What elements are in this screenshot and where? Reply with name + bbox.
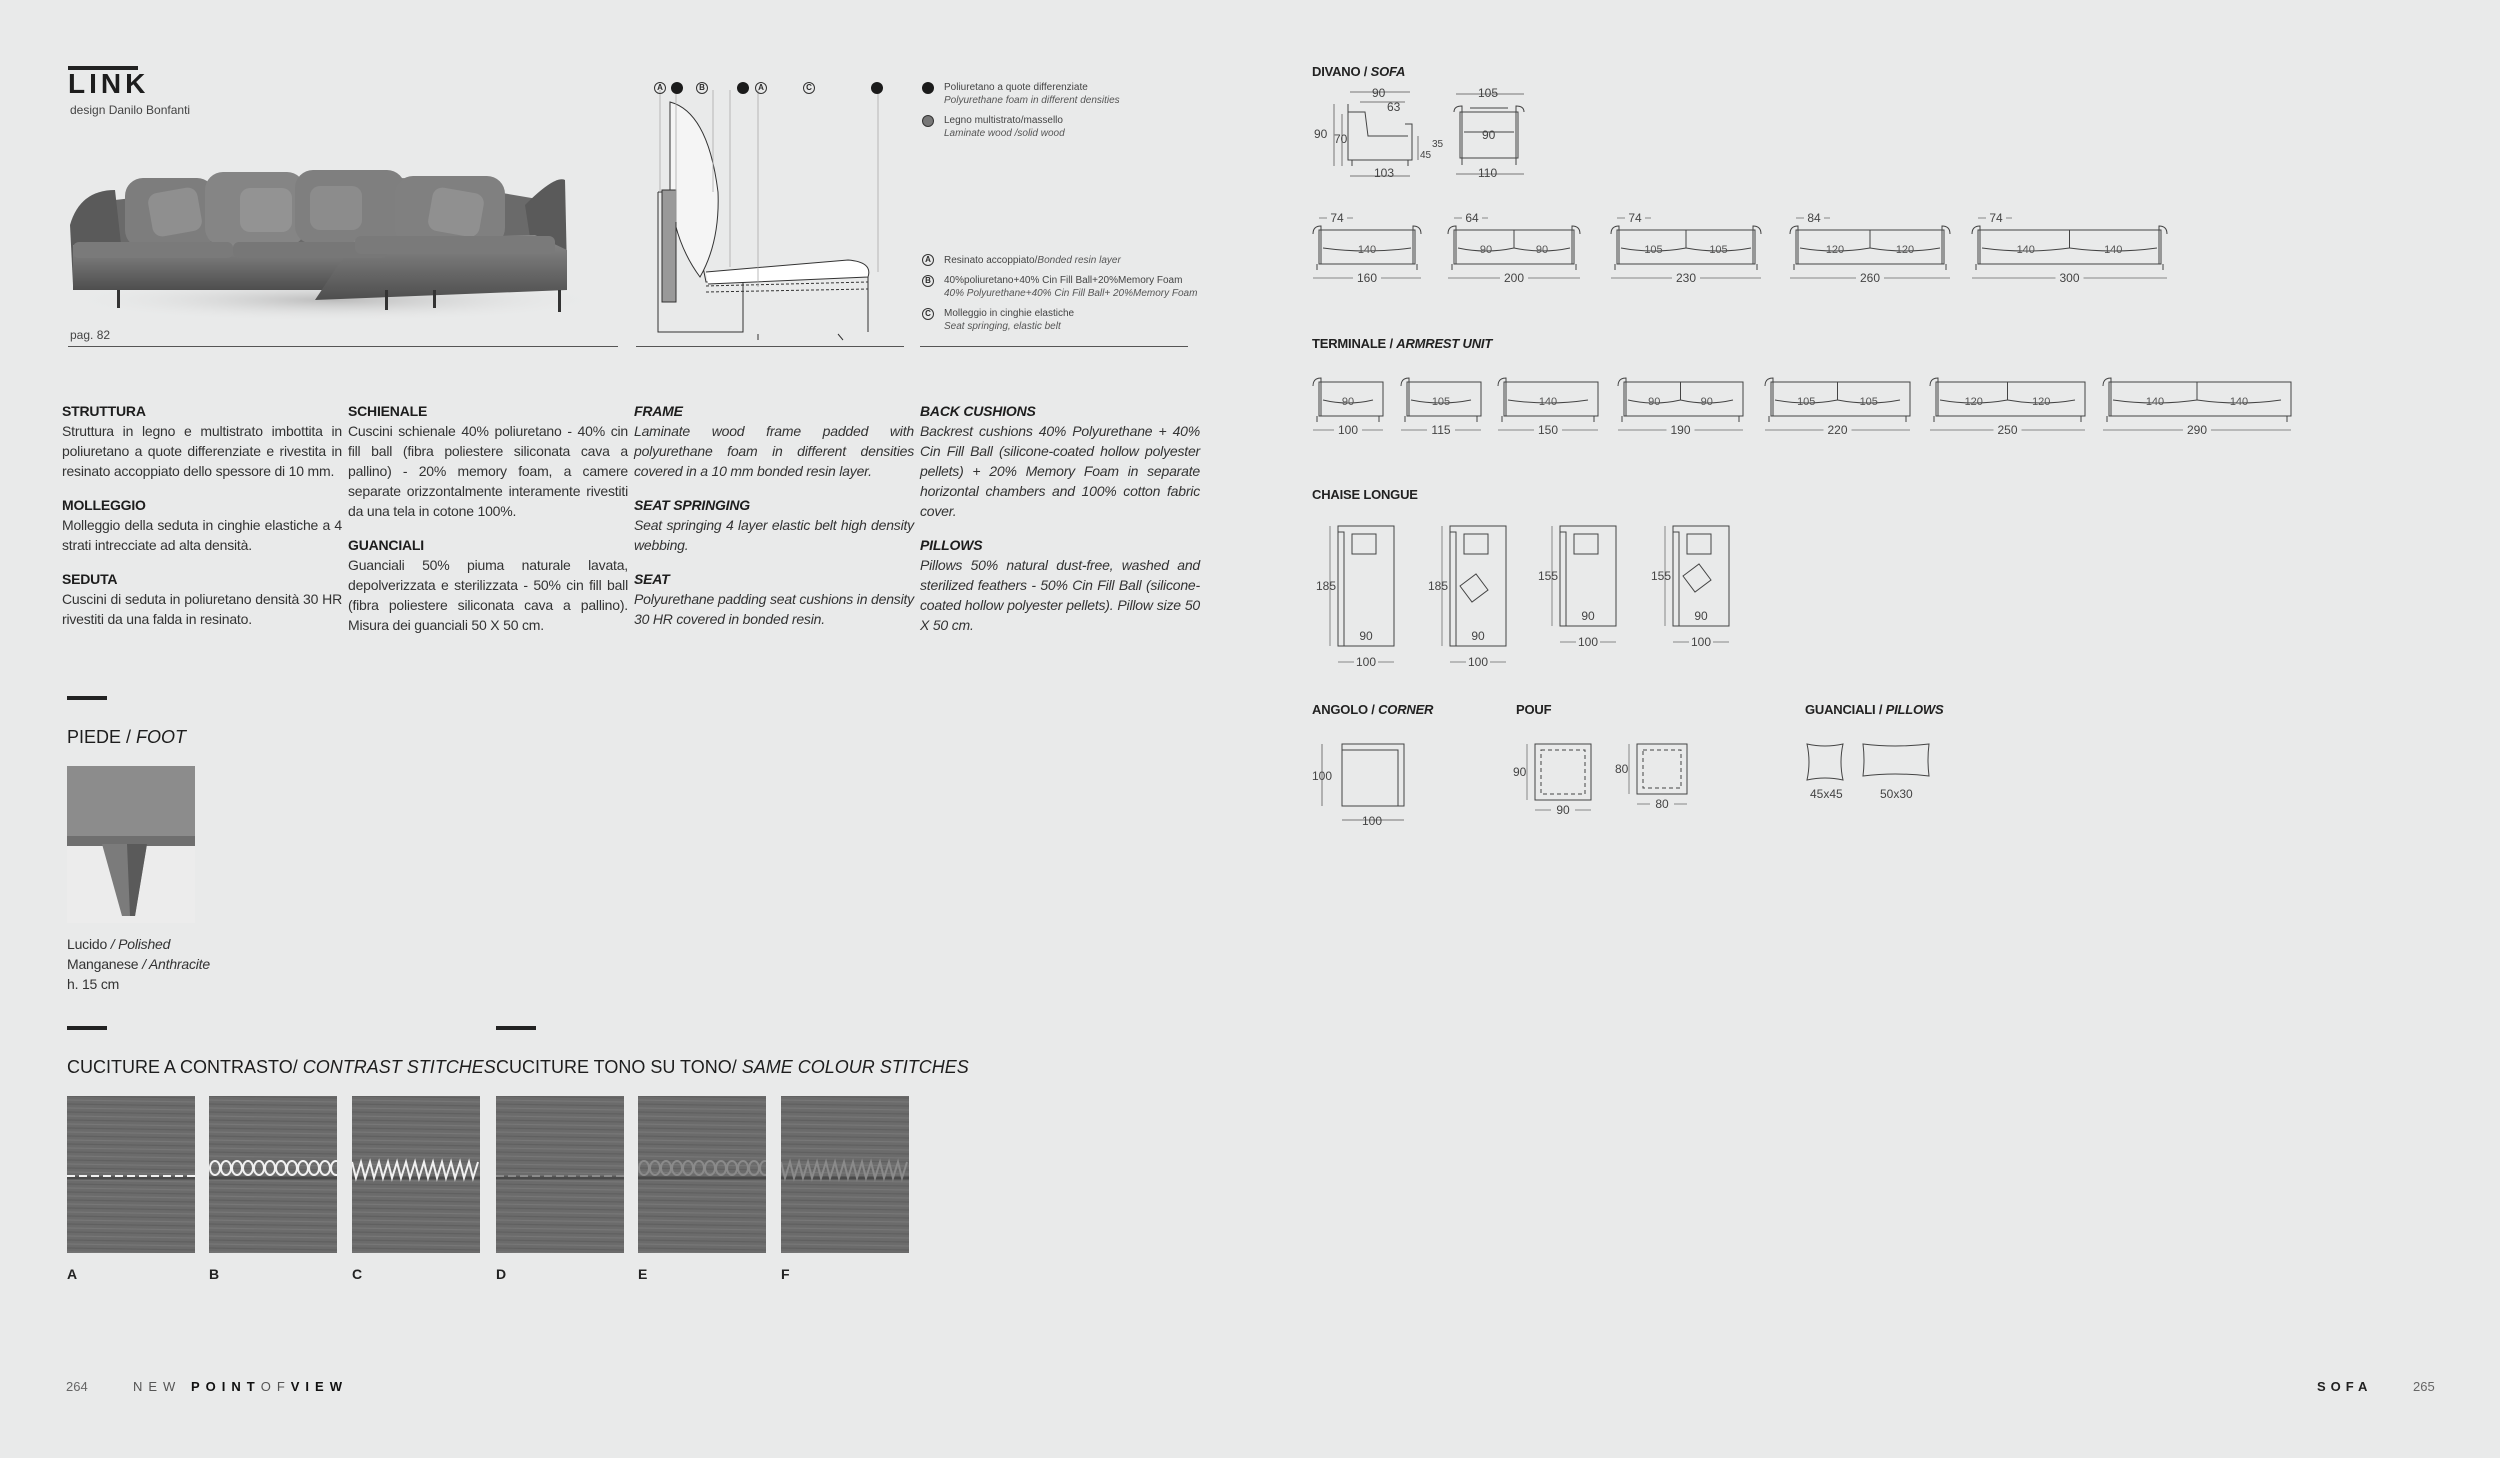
seat-width-label: 140 <box>2145 396 2165 408</box>
overall-width-label: 100 <box>1337 423 1359 437</box>
seat-width-label: 140 <box>1357 244 1377 256</box>
seat-width-label: 90 <box>1479 244 1493 256</box>
terminal-heading <box>1312 336 1492 351</box>
marker-a: A <box>654 82 666 94</box>
chaise-width-label: 100 <box>1690 635 1712 649</box>
chaise-unit <box>1308 520 1418 690</box>
foot-title-en: FOOT <box>136 727 187 747</box>
stitch-swatch[interactable] <box>352 1096 480 1253</box>
text-seduta: Cuscini di seduta in poliuretano densità 30 HR rivestiti da una falda in resinato. <box>62 591 342 627</box>
sofa-unit <box>1782 204 1962 284</box>
description-en-1 <box>634 401 914 629</box>
overall-width-label: 290 <box>2186 423 2208 437</box>
sofa-illustration <box>55 150 595 330</box>
sofa-unit <box>1440 204 1592 284</box>
brand-new: NEW <box>133 1379 182 1394</box>
pillow-drawings <box>1805 740 1935 790</box>
marker-dot <box>871 82 883 94</box>
page-number-left: 264 <box>66 1379 88 1394</box>
dim-side-inner: 63 <box>1387 100 1401 114</box>
marker-b: B <box>696 82 708 94</box>
text-seat-springing: Seat springing 4 layer elastic belt high density webbing. <box>634 517 914 553</box>
brand-footer <box>133 1379 348 1394</box>
chaise-seat-label: 90 <box>1694 609 1708 623</box>
depth-label: 74 <box>1989 211 2003 225</box>
foot-title <box>67 727 186 748</box>
pouf-height-label: 80 <box>1615 762 1629 776</box>
brand-point: POINT <box>190 1379 261 1394</box>
contrast-title-it: CUCITURE A CONTRASTO/ <box>67 1057 303 1077</box>
dim-side-depth: 103 <box>1374 166 1395 180</box>
dim-side-height2: 70 <box>1334 132 1348 146</box>
description-en-2 <box>920 401 1200 635</box>
section-bar <box>67 1026 107 1030</box>
stitch-swatch[interactable] <box>209 1096 337 1253</box>
seat-width-label: 140 <box>1538 396 1558 408</box>
seat-width-label: 90 <box>1700 396 1713 408</box>
page-number-right: 265 <box>2413 1379 2435 1394</box>
chaise-width-label: 100 <box>1467 655 1489 669</box>
seat-width-label: 140 <box>2016 244 2035 256</box>
legend-a-it: Resinato accoppiato/ <box>944 255 1038 266</box>
contrast-title-en: CONTRAST STITCHES <box>302 1057 496 1077</box>
stitch-swatch[interactable] <box>781 1096 909 1253</box>
overall-width-label: 250 <box>1997 423 2018 437</box>
terminal-unit <box>1610 368 1755 448</box>
marker-dot <box>737 82 749 94</box>
pillows-heading-en: PILLOWS <box>1885 702 1944 717</box>
legend-marker-b: B <box>922 275 934 287</box>
brand-view: VIEW <box>290 1379 348 1394</box>
overall-width-label: 300 <box>2059 271 2080 284</box>
section-label: SOFA <box>2317 1379 2373 1394</box>
seat-width-label: 90 <box>1535 244 1549 256</box>
terminal-unit <box>1757 368 1922 448</box>
pillows-heading <box>1805 702 1943 717</box>
overall-width-label: 150 <box>1537 423 1559 437</box>
sofa-unit <box>1305 204 1433 284</box>
overall-width-label: 190 <box>1670 423 1691 437</box>
stitch-swatch[interactable] <box>496 1096 624 1253</box>
terminal-heading-en: ARMREST UNIT <box>1396 336 1493 351</box>
overall-width-label: 260 <box>1859 271 1881 284</box>
chaise-seat-label: 90 <box>1581 609 1595 623</box>
pillows-heading-it: GUANCIALI / <box>1805 702 1886 717</box>
stitch-swatch[interactable] <box>67 1096 195 1253</box>
page-reference: pag. 82 <box>70 328 111 342</box>
pillow-size-1: 45x45 <box>1810 787 1843 801</box>
marker-a: A <box>755 82 767 94</box>
pillow-size-2: 50x30 <box>1880 787 1913 801</box>
dim-side-height: 90 <box>1314 127 1328 141</box>
chaise-unit <box>1530 520 1640 690</box>
terminal-unit <box>1305 368 1395 448</box>
sofa-unit <box>1964 204 2179 284</box>
legend-c-it: Molleggio in cinghie elastiche <box>944 308 1075 319</box>
foot-finish-it: Lucido <box>67 936 108 952</box>
overall-width-label: 220 <box>1827 423 1848 437</box>
seat-width-label: 140 <box>2229 396 2249 408</box>
foot-color-en: / Anthracite <box>138 956 210 972</box>
terminal-unit <box>1922 368 2097 448</box>
heading-schienale: SCHIENALE <box>348 403 428 419</box>
marker-dot <box>671 82 683 94</box>
foot-height: h. 15 cm <box>67 976 120 992</box>
corner-heading-en: CORNER <box>1378 702 1434 717</box>
contrast-stitches-title <box>67 1057 496 1078</box>
seat-width-label: 90 <box>1341 396 1355 408</box>
heading-seduta: SEDUTA <box>62 571 118 587</box>
corner-width: 100 <box>1362 814 1383 828</box>
section-bar <box>67 696 107 700</box>
foot-color-it: Manganese <box>67 956 139 972</box>
legend-foam-en: Polyurethane foam in different densities <box>944 95 1120 106</box>
legend-dot-wood <box>922 115 934 127</box>
seat-width-label: 90 <box>1648 396 1661 408</box>
legend-marker-c: C <box>922 308 934 320</box>
corner-heading <box>1312 702 1433 717</box>
marker-c: C <box>803 82 815 94</box>
foot-photo <box>67 766 195 923</box>
depth-label: 64 <box>1465 211 1479 225</box>
chaise-seat-label: 90 <box>1359 629 1373 643</box>
same-title-it: CUCITURE TONO SU TONO/ <box>496 1057 742 1077</box>
terminal-unit <box>2095 368 2303 448</box>
overall-width-label: 115 <box>1431 423 1451 437</box>
text-pillows: Pillows 50% natural dust-free, washed and sterilized feathers - 50% Cin Fill Ball (silicone-coated hollow polyester pellets). Pillow size 50 X 50 cm. <box>920 557 1200 633</box>
description-it-2 <box>348 401 628 635</box>
foot-specs <box>67 934 210 994</box>
description-it-1 <box>62 401 342 629</box>
product-title: LINK <box>68 68 150 99</box>
dim-front-top: 105 <box>1478 86 1499 100</box>
seat-width-label: 105 <box>1859 396 1878 408</box>
dim-side-seat: 45 <box>1420 150 1432 161</box>
terminal-unit <box>1490 368 1610 448</box>
terminal-heading-it: TERMINALE / <box>1312 336 1397 351</box>
pouf-width-label: 90 <box>1556 803 1570 817</box>
legend-foam-it: Poliuretano a quote differenziate <box>944 82 1088 93</box>
heading-pillows: PILLOWS <box>920 537 983 553</box>
corner-heading-it: ANGOLO / <box>1312 702 1379 717</box>
legend-b-en: 40% Polyurethane+40% Cin Fill Ball+ 20%Memory Foam <box>944 288 1198 299</box>
seat-width-label: 105 <box>1709 244 1728 256</box>
chaise-height-label: 185 <box>1428 579 1449 593</box>
overall-width-label: 160 <box>1356 271 1378 284</box>
designer-credit: design Danilo Bonfanti <box>70 103 191 117</box>
chaise-heading: CHAISE LONGUE <box>1312 487 1418 502</box>
text-seat: Polyurethane padding seat cushions in density 30 HR covered in bonded resin. <box>634 591 914 627</box>
sofa-unit <box>1603 204 1773 284</box>
text-frame: Laminate wood frame padded with polyurethane foam in different densities covered in a 10 mm bonded resin layer. <box>634 423 914 479</box>
text-struttura: Struttura in legno e multistrato imbottita in poliuretano a quote differenziate e rivestita in resinato accoppiato dello spessore di 10 mm. <box>62 423 342 479</box>
divider <box>920 346 1188 347</box>
legend-wood-en: Laminate wood /solid wood <box>944 128 1065 139</box>
foot-finish-en: / Polished <box>107 936 171 952</box>
chaise-height-label: 155 <box>1538 569 1559 583</box>
stitch-label: D <box>496 1266 507 1282</box>
stitch-label: E <box>638 1266 648 1282</box>
pouf-heading: POUF <box>1516 702 1552 717</box>
stitch-label: A <box>67 1266 78 1282</box>
seat-width-label: 120 <box>2032 396 2051 408</box>
dim-side-top: 90 <box>1372 86 1386 100</box>
same-title-en: SAME COLOUR STITCHES <box>741 1057 969 1077</box>
pouf-unit <box>1513 738 1603 828</box>
divider <box>636 346 904 347</box>
stitch-label: F <box>781 1266 790 1282</box>
overall-width-label: 200 <box>1503 271 1525 284</box>
dim-front-bottom: 110 <box>1478 166 1498 180</box>
dim-front-inner: 90 <box>1482 128 1496 142</box>
heading-seat: SEAT <box>634 571 670 587</box>
corner-height: 100 <box>1312 769 1333 783</box>
same-stitches-title <box>496 1057 969 1078</box>
heading-guanciali: GUANCIALI <box>348 537 424 553</box>
seat-width-label: 120 <box>1895 244 1915 256</box>
terminal-unit <box>1393 368 1493 448</box>
depth-label: 74 <box>1330 211 1344 225</box>
legend-wood-it: Legno multistrato/massello <box>944 115 1063 126</box>
seat-width-label: 140 <box>2104 244 2123 256</box>
heading-molleggio: MOLLEGGIO <box>62 497 146 513</box>
text-molleggio: Molleggio della seduta in cinghie elastiche a 4 strati intrecciate ad alta densità. <box>62 517 342 553</box>
legend-b-it: 40%poliuretano+40% Cin Fill Ball+20%Memory Foam <box>944 275 1183 286</box>
legend-c-en: Seat springing, elastic belt <box>944 321 1061 332</box>
foot-title-it: PIEDE / <box>67 727 137 747</box>
pouf-width-label: 80 <box>1655 797 1669 811</box>
sofa-heading-en: SOFA <box>1370 64 1406 79</box>
divider <box>68 346 618 347</box>
chaise-height-label: 185 <box>1316 579 1337 593</box>
pouf-unit <box>1615 738 1705 828</box>
chaise-height-label: 155 <box>1651 569 1672 583</box>
dim-side-arm: 35 <box>1432 139 1444 150</box>
heading-struttura: STRUTTURA <box>62 403 146 419</box>
seat-width-label: 105 <box>1644 244 1663 256</box>
text-guanciali: Guanciali 50% piuma naturale lavata, depolverizzata e sterilizzata - 50% cin fill ball (fibra poliestere siliconata cava a pallino). Misura dei guanciali 50 X 50 cm. <box>348 557 628 633</box>
sofa-heading <box>1312 64 1405 79</box>
stitch-label: B <box>209 1266 220 1282</box>
chaise-unit <box>1420 520 1530 690</box>
text-back-cushions: Backrest cushions 40% Polyurethane + 40% Cin Fill Ball (silicone-coated hollow polyester pellets) + 20% Memory Foam in separate horizontal chambers and 100% cotton fabric cover. <box>920 423 1200 519</box>
stitch-swatch[interactable] <box>638 1096 766 1253</box>
text-schienale: Cuscini schienale 40% poliuretano - 40% cin fill ball (fibra poliestere siliconata cava a pallino) - 20% memory foam, a camere separate orizzontalmente interamente rivestiti da una tela in cotone 100%. <box>348 423 628 519</box>
depth-label: 74 <box>1628 211 1642 225</box>
heading-back-cushions: BACK CUSHIONS <box>920 403 1036 419</box>
overall-width-label: 230 <box>1675 271 1697 284</box>
seat-width-label: 120 <box>1825 244 1845 256</box>
legend-dot-foam <box>922 82 934 94</box>
chaise-unit <box>1643 520 1753 690</box>
seat-width-label: 105 <box>1797 396 1816 408</box>
seat-width-label: 120 <box>1964 396 1983 408</box>
depth-label: 84 <box>1807 211 1821 225</box>
heading-seat-springing: SEAT SPRINGING <box>634 497 750 513</box>
sofa-heading-it: DIVANO / <box>1312 64 1371 79</box>
stitch-label: C <box>352 1266 363 1282</box>
chaise-seat-label: 90 <box>1471 629 1485 643</box>
section-diagram <box>648 72 898 347</box>
heading-frame: FRAME <box>634 403 683 419</box>
seat-width-label: 105 <box>1431 396 1451 408</box>
chaise-width-label: 100 <box>1355 655 1377 669</box>
chaise-width-label: 100 <box>1577 635 1599 649</box>
pouf-height-label: 90 <box>1513 765 1527 779</box>
brand-of: OF <box>260 1379 291 1394</box>
legend-marker-a: A <box>922 254 934 266</box>
section-bar <box>496 1026 536 1030</box>
legend-a-en: Bonded resin layer <box>1037 255 1121 266</box>
